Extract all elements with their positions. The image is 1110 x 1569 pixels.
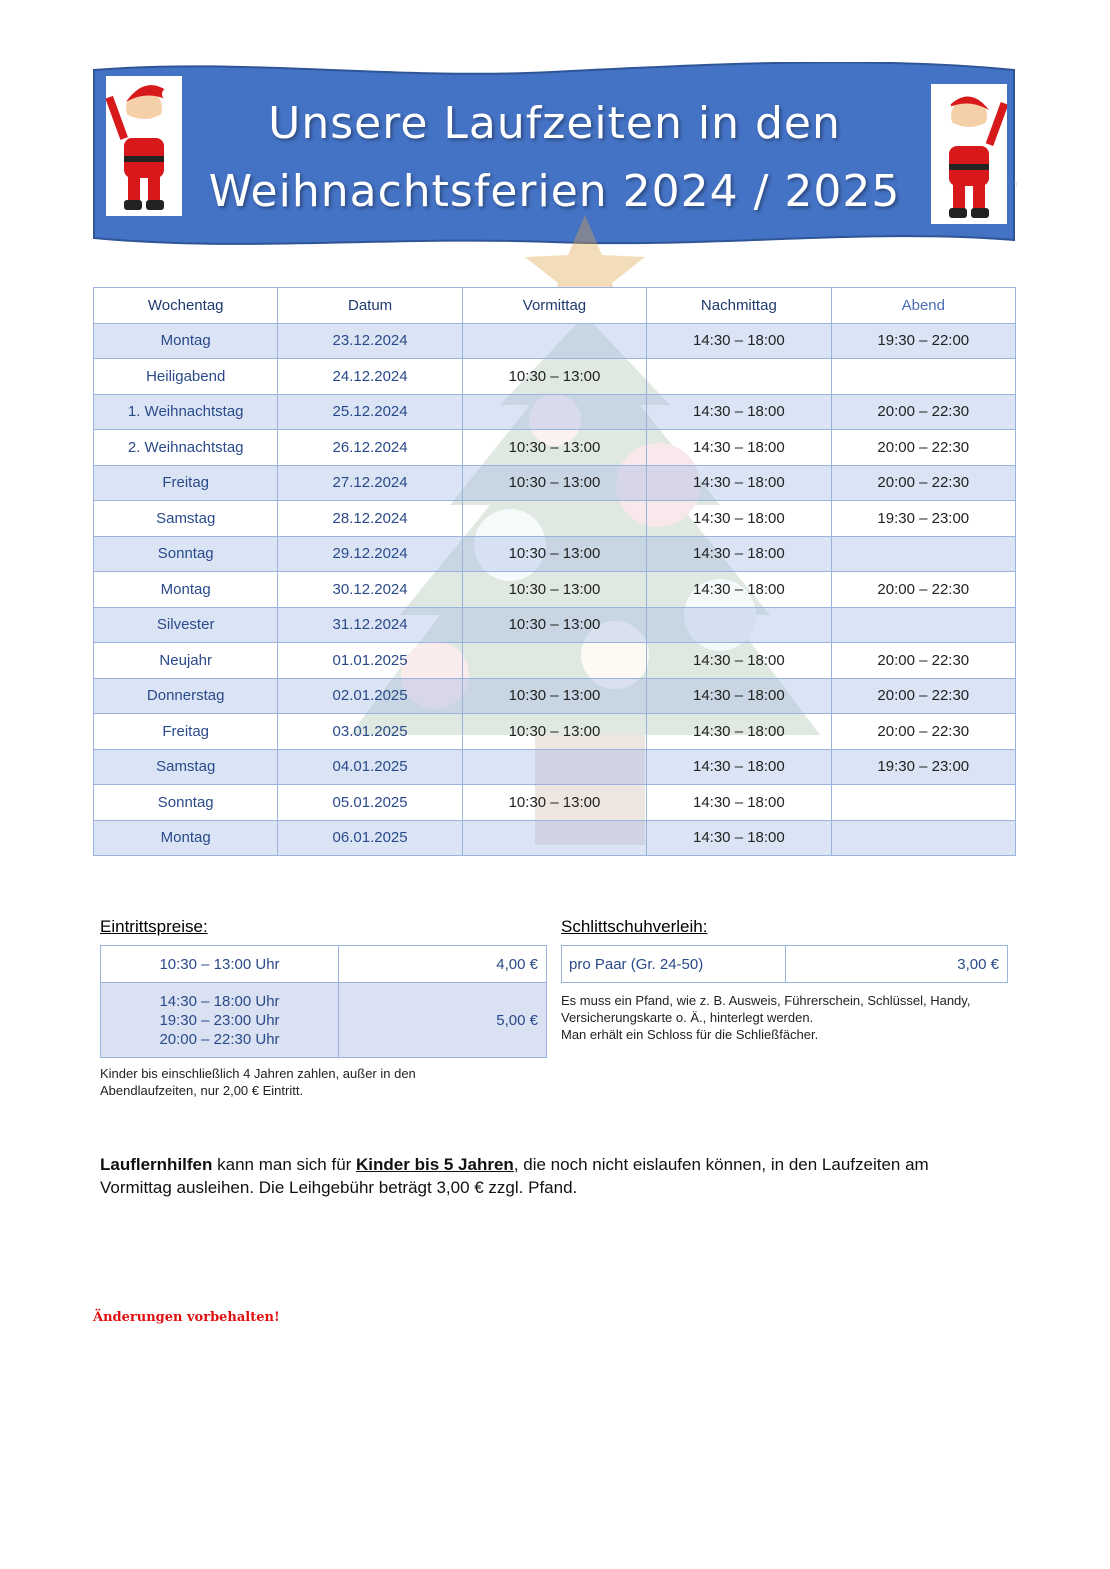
weekday-cell: Sonntag: [94, 536, 278, 572]
info-text: , die noch nicht eislaufen können, in den Laufzeiten am Vormittag ausleihen. Die Leihgebühr beträgt 3,00 € zzgl. Pfand.: [100, 1155, 929, 1197]
rental-price-table: [561, 945, 1008, 983]
morning-cell: [462, 501, 646, 537]
weekday-cell: Sonntag: [94, 785, 278, 821]
afternoon-cell: 14:30 – 18:00: [647, 678, 831, 714]
table-row: [94, 394, 1016, 430]
col-evening-header: Abend: [831, 288, 1015, 324]
price-times-cell: [101, 983, 339, 1058]
date-cell: 29.12.2024: [278, 536, 462, 572]
note-line: Abendlaufzeiten, nur 2,00 € Eintritt.: [100, 1083, 304, 1098]
morning-cell: 10:30 – 13:00: [462, 678, 646, 714]
evening-cell: 20:00 – 22:30: [831, 430, 1015, 466]
date-cell: 02.01.2025: [278, 678, 462, 714]
rental-price-cell: 3,00 €: [786, 946, 1008, 983]
morning-cell: [462, 323, 646, 359]
price-times-cell: 10:30 – 13:00 Uhr: [101, 946, 339, 983]
note-line: Kinder bis einschließlich 4 Jahren zahlen, außer in den: [100, 1066, 416, 1081]
afternoon-cell: [647, 359, 831, 395]
table-row: [94, 323, 1016, 359]
weekday-cell: 1. Weihnachtstag: [94, 394, 278, 430]
date-cell: 26.12.2024: [278, 430, 462, 466]
afternoon-cell: [647, 607, 831, 643]
table-row: [94, 785, 1016, 821]
col-afternoon-header: Nachmittag: [647, 288, 831, 324]
morning-cell: [462, 643, 646, 679]
col-date-header: Datum: [278, 288, 462, 324]
table-row: [94, 430, 1016, 466]
table-row: [94, 749, 1016, 785]
morning-cell: 10:30 – 13:00: [462, 536, 646, 572]
evening-cell: [831, 785, 1015, 821]
afternoon-cell: 14:30 – 18:00: [647, 714, 831, 750]
morning-cell: [462, 820, 646, 856]
table-row: [94, 536, 1016, 572]
weekday-cell: Samstag: [94, 749, 278, 785]
afternoon-cell: 14:30 – 18:00: [647, 572, 831, 608]
title-line-2: Weihnachtsferien 2024 / 2025: [208, 166, 901, 217]
date-cell: 23.12.2024: [278, 323, 462, 359]
morning-cell: 10:30 – 13:00: [462, 785, 646, 821]
table-row: [94, 359, 1016, 395]
table-header-row: [94, 288, 1016, 324]
price-row: [101, 983, 547, 1058]
weekday-cell: Montag: [94, 323, 278, 359]
date-cell: 25.12.2024: [278, 394, 462, 430]
date-cell: 03.01.2025: [278, 714, 462, 750]
morning-cell: 10:30 – 13:00: [462, 359, 646, 395]
evening-cell: 20:00 – 22:30: [831, 394, 1015, 430]
afternoon-cell: 14:30 – 18:00: [647, 465, 831, 501]
evening-cell: 19:30 – 23:00: [831, 501, 1015, 537]
date-cell: 24.12.2024: [278, 359, 462, 395]
admission-price-table: [100, 945, 547, 1058]
evening-cell: 19:30 – 22:00: [831, 323, 1015, 359]
table-row: [94, 465, 1016, 501]
morning-cell: [462, 749, 646, 785]
evening-cell: [831, 607, 1015, 643]
title-line-1: Unsere Laufzeiten in den: [268, 98, 841, 149]
morning-cell: 10:30 – 13:00: [462, 607, 646, 643]
afternoon-cell: 14:30 – 18:00: [647, 820, 831, 856]
info-bold-term: Lauflernhilfen: [100, 1155, 213, 1174]
table-row: [94, 678, 1016, 714]
info-text: kann man sich für: [212, 1155, 357, 1174]
evening-cell: 19:30 – 23:00: [831, 749, 1015, 785]
price-time-a: 14:30 – 18:00 Uhr: [159, 992, 280, 1010]
evening-cell: 20:00 – 22:30: [831, 643, 1015, 679]
afternoon-cell: 14:30 – 18:00: [647, 785, 831, 821]
price-value-cell: 5,00 €: [339, 983, 547, 1058]
rental-title: Schlittschuhverleih:: [561, 917, 708, 936]
col-weekday-header: Wochentag: [94, 288, 278, 324]
changes-disclaimer: Änderungen vorbehalten!: [93, 1310, 280, 1325]
price-row: [101, 946, 547, 983]
evening-cell: 20:00 – 22:30: [831, 465, 1015, 501]
evening-cell: 20:00 – 22:30: [831, 678, 1015, 714]
weekday-cell: Montag: [94, 820, 278, 856]
morning-cell: 10:30 – 13:00: [462, 430, 646, 466]
weekday-cell: 2. Weihnachtstag: [94, 430, 278, 466]
evening-cell: [831, 359, 1015, 395]
date-cell: 04.01.2025: [278, 749, 462, 785]
date-cell: 27.12.2024: [278, 465, 462, 501]
afternoon-cell: 14:30 – 18:00: [647, 430, 831, 466]
santa-right-image: [931, 84, 1007, 224]
walker-info-paragraph: [100, 1153, 1000, 1199]
morning-cell: 10:30 – 13:00: [462, 572, 646, 608]
table-row: [94, 820, 1016, 856]
date-cell: 30.12.2024: [278, 572, 462, 608]
table-row: [94, 572, 1016, 608]
admission-title: Eintrittspreise:: [100, 917, 208, 936]
afternoon-cell: 14:30 – 18:00: [647, 323, 831, 359]
note-line: Es muss ein Pfand, wie z. B. Ausweis, Führerschein, Schlüssel, Handy,: [561, 993, 971, 1008]
weekday-cell: Heiligabend: [94, 359, 278, 395]
price-value-cell: 4,00 €: [339, 946, 547, 983]
weekday-cell: Freitag: [94, 714, 278, 750]
afternoon-cell: 14:30 – 18:00: [647, 749, 831, 785]
date-cell: 28.12.2024: [278, 501, 462, 537]
table-row: [94, 501, 1016, 537]
afternoon-cell: 14:30 – 18:00: [647, 394, 831, 430]
weekday-cell: Silvester: [94, 607, 278, 643]
price-time-c: 20:00 – 22:30 Uhr: [159, 1030, 280, 1048]
price-row: [562, 946, 1008, 983]
date-cell: 06.01.2025: [278, 820, 462, 856]
rental-item-cell: pro Paar (Gr. 24-50): [562, 946, 786, 983]
weekday-cell: Montag: [94, 572, 278, 608]
note-line: Man erhält ein Schloss für die Schließfächer.: [561, 1027, 819, 1042]
weekday-cell: Samstag: [94, 501, 278, 537]
col-morning-header: Vormittag: [462, 288, 646, 324]
evening-cell: 20:00 – 22:30: [831, 572, 1015, 608]
evening-cell: [831, 536, 1015, 572]
price-time-b: 19:30 – 23:00 Uhr: [159, 1011, 280, 1029]
weekday-cell: Neujahr: [94, 643, 278, 679]
schedule-table: [93, 287, 1016, 856]
table-row: [94, 714, 1016, 750]
weekday-cell: Freitag: [94, 465, 278, 501]
morning-cell: [462, 394, 646, 430]
table-row: [94, 643, 1016, 679]
admission-note: [100, 1065, 416, 1099]
rental-note: [561, 992, 970, 1043]
morning-cell: 10:30 – 13:00: [462, 714, 646, 750]
afternoon-cell: 14:30 – 18:00: [647, 501, 831, 537]
evening-cell: [831, 820, 1015, 856]
table-row: [94, 607, 1016, 643]
afternoon-cell: 14:30 – 18:00: [647, 643, 831, 679]
date-cell: 01.01.2025: [278, 643, 462, 679]
date-cell: 31.12.2024: [278, 607, 462, 643]
weekday-cell: Donnerstag: [94, 678, 278, 714]
note-line: Versicherungskarte o. Ä., hinterlegt werden.: [561, 1010, 814, 1025]
evening-cell: 20:00 – 22:30: [831, 714, 1015, 750]
santa-left-image: [106, 76, 182, 216]
morning-cell: 10:30 – 13:00: [462, 465, 646, 501]
info-bold-age: Kinder bis 5 Jahren: [356, 1155, 514, 1174]
afternoon-cell: 14:30 – 18:00: [647, 536, 831, 572]
date-cell: 05.01.2025: [278, 785, 462, 821]
page-title: [182, 90, 927, 226]
